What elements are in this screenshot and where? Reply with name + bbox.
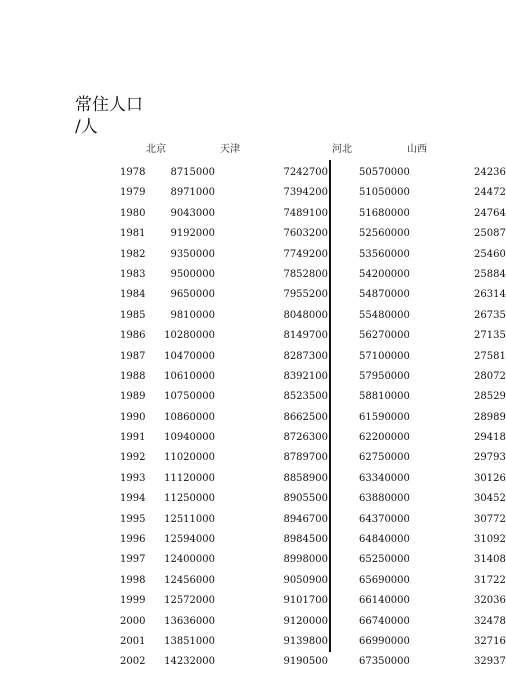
tianjin-cell: 9101700	[283, 595, 328, 607]
beijing-cell: 9500000	[170, 268, 215, 280]
beijing-cell: 9650000	[170, 289, 215, 301]
column-header-shanxi: 山西	[407, 144, 427, 155]
table-row	[0, 489, 506, 509]
hebei-cell: 65250000	[359, 554, 410, 566]
table-row	[0, 306, 506, 326]
hebei-cell: 54870000	[359, 289, 410, 301]
shanxi-cell: 24236	[474, 167, 506, 178]
beijing-cell: 12456000	[164, 574, 215, 586]
shanxi-cell: 25460	[474, 248, 506, 260]
shanxi-cell: 25087	[474, 228, 506, 240]
year-cell: 1997	[120, 554, 146, 566]
beijing-cell: 10280000	[164, 330, 215, 342]
tianjin-cell: 8998000	[283, 554, 328, 566]
hebei-cell: 50570000	[359, 167, 410, 178]
shanxi-cell: 30452	[474, 493, 506, 505]
shanxi-cell: 24472	[474, 187, 506, 199]
hebei-cell: 65690000	[359, 574, 410, 586]
shanxi-cell: 32478	[474, 615, 506, 627]
column-header-beijing: 北京	[146, 144, 166, 155]
tianjin-cell: 8392100	[283, 370, 328, 382]
beijing-cell: 10470000	[164, 350, 215, 362]
year-cell: 1981	[120, 228, 146, 240]
hebei-cell: 57100000	[359, 350, 410, 362]
table-row	[0, 326, 506, 346]
table-row	[0, 245, 506, 265]
shanxi-cell: 29418	[474, 432, 506, 444]
shanxi-cell: 27135	[474, 330, 506, 342]
hebei-cell: 51680000	[359, 207, 410, 219]
shanxi-cell: 31722	[474, 574, 506, 586]
beijing-cell: 10750000	[164, 391, 215, 403]
tianjin-cell: 7749200	[283, 248, 328, 260]
tianjin-cell: 7955200	[283, 289, 328, 301]
title-line-1: 常住人口	[75, 95, 143, 115]
table-row	[0, 550, 506, 570]
tianjin-cell: 7852800	[283, 268, 328, 280]
year-cell: 1986	[120, 330, 146, 342]
year-cell: 1992	[120, 452, 146, 464]
beijing-cell: 9810000	[170, 309, 215, 321]
year-cell: 1983	[120, 268, 146, 280]
hebei-cell: 62200000	[359, 432, 410, 444]
beijing-cell: 12572000	[164, 595, 215, 607]
page-title	[75, 94, 143, 138]
tianjin-cell: 9120000	[283, 615, 328, 627]
tianjin-cell: 8726300	[283, 432, 328, 444]
tianjin-cell: 8858900	[283, 472, 328, 484]
hebei-cell: 54200000	[359, 268, 410, 280]
year-cell: 2000	[120, 615, 146, 627]
column-header-hebei: 河北	[332, 144, 352, 155]
year-cell: 2001	[120, 635, 146, 647]
hebei-cell: 66740000	[359, 615, 410, 627]
hebei-cell: 64840000	[359, 534, 410, 546]
table-row	[0, 469, 506, 489]
year-cell: 1996	[120, 534, 146, 546]
hebei-cell: 64370000	[359, 513, 410, 525]
hebei-cell: 66140000	[359, 595, 410, 607]
table-row	[0, 408, 506, 428]
shanxi-cell: 28989	[474, 411, 506, 423]
beijing-cell: 9192000	[170, 228, 215, 240]
year-cell: 1985	[120, 309, 146, 321]
year-cell: 1984	[120, 289, 146, 301]
table-row	[0, 285, 506, 305]
beijing-cell: 12400000	[164, 554, 215, 566]
beijing-cell: 14232000	[164, 656, 215, 668]
beijing-cell: 9043000	[170, 207, 215, 219]
table-row	[0, 204, 506, 224]
year-cell: 1998	[120, 574, 146, 586]
year-cell: 1994	[120, 493, 146, 505]
shanxi-cell: 30126	[474, 472, 506, 484]
table-row	[0, 224, 506, 244]
tianjin-cell: 8287300	[283, 350, 328, 362]
beijing-cell: 12511000	[164, 513, 215, 525]
table-row	[0, 183, 506, 203]
hebei-cell: 56270000	[359, 330, 410, 342]
year-cell: 1999	[120, 595, 146, 607]
hebei-cell: 51050000	[359, 187, 410, 199]
column-header-tianjin: 天津	[220, 144, 240, 155]
tianjin-cell: 8789700	[283, 452, 328, 464]
tianjin-cell: 7242700	[283, 167, 328, 178]
tianjin-cell: 8149700	[283, 330, 328, 342]
year-cell: 1988	[120, 370, 146, 382]
shanxi-cell: 32716	[474, 635, 506, 647]
year-cell: 1991	[120, 432, 146, 444]
beijing-cell: 9350000	[170, 248, 215, 260]
hebei-cell: 67350000	[359, 656, 410, 668]
year-cell: 1995	[120, 513, 146, 525]
hebei-cell: 63880000	[359, 493, 410, 505]
hebei-cell: 66990000	[359, 635, 410, 647]
shanxi-cell: 32036	[474, 595, 506, 607]
title-line-2: /人	[75, 117, 98, 137]
year-cell: 1990	[120, 411, 146, 423]
tianjin-cell: 8662500	[283, 411, 328, 423]
year-cell: 1978	[120, 167, 146, 178]
shanxi-cell: 29793	[474, 452, 506, 464]
shanxi-cell: 28072	[474, 370, 506, 382]
shanxi-cell: 24764	[474, 207, 506, 219]
tianjin-cell: 7394200	[283, 187, 328, 199]
beijing-cell: 13851000	[164, 635, 215, 647]
tianjin-cell: 9139800	[283, 635, 328, 647]
tianjin-cell: 8984500	[283, 534, 328, 546]
tianjin-cell: 8905500	[283, 493, 328, 505]
hebei-cell: 57950000	[359, 370, 410, 382]
year-cell: 1982	[120, 248, 146, 260]
shanxi-cell: 30772	[474, 513, 506, 525]
hebei-cell: 62750000	[359, 452, 410, 464]
shanxi-cell: 31092	[474, 534, 506, 546]
tianjin-cell: 8048000	[283, 309, 328, 321]
table-row	[0, 428, 506, 448]
tianjin-cell: 8946700	[283, 513, 328, 525]
beijing-cell: 13636000	[164, 615, 215, 627]
shanxi-cell: 26314	[474, 289, 506, 301]
hebei-cell: 63340000	[359, 472, 410, 484]
shanxi-cell: 31408	[474, 554, 506, 566]
tianjin-cell: 9050900	[283, 574, 328, 586]
beijing-cell: 10610000	[164, 370, 215, 382]
table-row	[0, 347, 506, 367]
hebei-cell: 53560000	[359, 248, 410, 260]
beijing-cell: 12594000	[164, 534, 215, 546]
beijing-cell: 11020000	[164, 452, 215, 464]
year-cell: 2002	[120, 656, 146, 668]
shanxi-cell: 25884	[474, 268, 506, 280]
hebei-cell: 61590000	[359, 411, 410, 423]
beijing-cell: 8971000	[170, 187, 215, 199]
table-row	[0, 163, 506, 183]
shanxi-cell: 26735	[474, 309, 506, 321]
table-row	[0, 530, 506, 550]
beijing-cell: 8715000	[170, 167, 215, 178]
tianjin-cell: 7489100	[283, 207, 328, 219]
table-row	[0, 265, 506, 285]
year-cell: 1993	[120, 472, 146, 484]
year-cell: 1989	[120, 391, 146, 403]
beijing-cell: 11250000	[164, 493, 215, 505]
table-row	[0, 510, 506, 530]
table-row	[0, 632, 506, 652]
year-cell: 1987	[120, 350, 146, 362]
table-row	[0, 448, 506, 468]
table-row	[0, 612, 506, 632]
shanxi-cell: 28529	[474, 391, 506, 403]
tianjin-cell: 9190500	[283, 656, 328, 668]
table-row	[0, 367, 506, 387]
table-row	[0, 571, 506, 591]
shanxi-cell: 27581	[474, 350, 506, 362]
beijing-cell: 10860000	[164, 411, 215, 423]
tianjin-cell: 7603200	[283, 228, 328, 240]
beijing-cell: 10940000	[164, 432, 215, 444]
table-row	[0, 591, 506, 611]
hebei-cell: 52560000	[359, 228, 410, 240]
shanxi-cell: 32937	[474, 656, 506, 668]
table-row	[0, 387, 506, 407]
beijing-cell: 11120000	[164, 472, 215, 484]
hebei-cell: 58810000	[359, 391, 410, 403]
year-cell: 1980	[120, 207, 146, 219]
table-row	[0, 652, 506, 672]
hebei-cell: 55480000	[359, 309, 410, 321]
year-cell: 1979	[120, 187, 146, 199]
tianjin-cell: 8523500	[283, 391, 328, 403]
data-table	[0, 163, 506, 673]
